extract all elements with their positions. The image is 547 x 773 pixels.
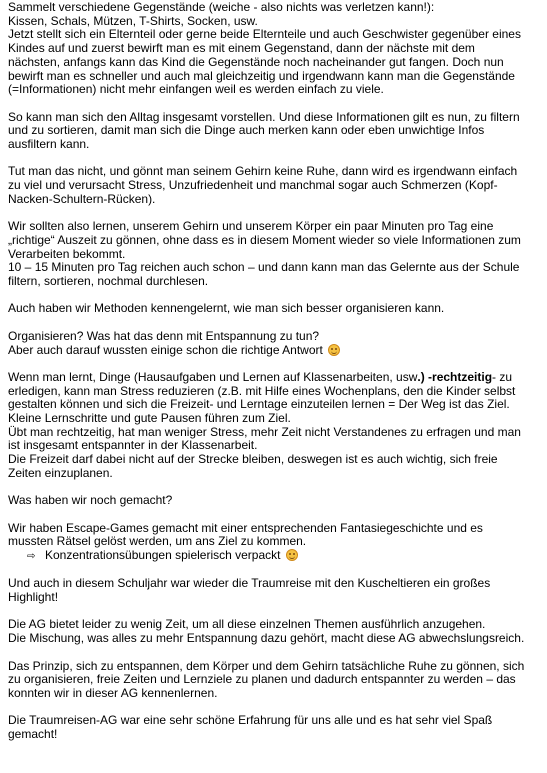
text-line: Sammelt verschiedene Gegenstände (weiche - also nichts was verletzen kann!): bbox=[8, 0, 435, 14]
paragraph-lernen bbox=[8, 371, 541, 481]
paragraph-auszeit bbox=[8, 220, 541, 289]
paragraph-prinzip bbox=[8, 660, 541, 701]
paragraph-gap bbox=[8, 316, 541, 330]
paragraph-gap bbox=[8, 97, 541, 111]
text-line: ausfiltern kann. bbox=[8, 137, 90, 152]
text-line: bewirft man es schneller und auch mal gleichzeitig und irgendwann kann man die Gegenstände bbox=[8, 68, 515, 83]
text-line: und zu sortieren, damit man sich die Dinge auch merken kann oder eben unwichtige Infos bbox=[8, 123, 485, 138]
text-line: „richtige“ Auszeit zu gönnen, ohne dass es in diesem Moment wieder so viele Informationen zum bbox=[8, 232, 521, 247]
text-line bbox=[8, 371, 541, 385]
text-line: Übt man rechtzeitig, hat man weniger Stress, mehr Zeit nicht Verstandenes zu erfragen und man bbox=[8, 424, 521, 439]
question-text: Was haben wir noch gemacht? bbox=[8, 493, 173, 508]
paragraph-ag bbox=[8, 618, 541, 645]
paragraph-intro bbox=[8, 1, 541, 97]
text-line: erledigen, kann man Stress reduzieren (z.B. mit Hilfe eines Wochenplans, den die Kinder selbst bbox=[8, 383, 516, 398]
text-line: zu organisieren, freie Zeiten und Lernziele zu planen und dadurch entspannter zu werden – das bbox=[8, 672, 516, 687]
text-line: Die Freizeit darf dabei nicht auf der Strecke bleiben, deswegen ist es auch wichtig, sich freie bbox=[8, 452, 498, 467]
text-line: So kann man sich den Alltag insgesamt vorstellen. Und diese Informationen gilt es nun, zu filtern bbox=[8, 109, 520, 124]
smiley-icon bbox=[286, 549, 298, 561]
text-line: Kleine Lernschritte und gute Pausen führen zum Ziel. bbox=[8, 411, 291, 425]
text-line: Die Mischung, was alles zu mehr Entspannung dazu gehört, macht diese AG abwechslungsreich. bbox=[8, 631, 525, 646]
text-line: Kissen, Schals, Mützen, T-Shirts, Socken, usw. bbox=[8, 13, 258, 28]
paragraph-fazit bbox=[8, 714, 541, 741]
text-line: gemacht! bbox=[8, 727, 58, 742]
text-line: Kindes auf und zuerst bewirft man es mit einem Gegenstand, dann der nächste mit dem bbox=[8, 41, 475, 56]
text-line: Wir haben Escape-Games gemacht mit einer entsprechenden Fantasiegeschichte und es bbox=[8, 520, 483, 535]
text-line: Die Traumreisen-AG war eine sehr schöne Erfahrung für uns alle und es hat sehr viel Spaß bbox=[8, 713, 493, 728]
paragraph-organisieren bbox=[8, 330, 541, 357]
smiley-icon bbox=[328, 344, 340, 356]
list-item bbox=[8, 549, 541, 564]
paragraph-gap bbox=[8, 564, 541, 578]
question-text: Organisieren? Was hat das denn mit Entspannung zu tun? bbox=[8, 328, 320, 343]
paragraph-gap bbox=[8, 481, 541, 495]
text-line: Nacken-Schultern-Rücken). bbox=[8, 191, 156, 206]
text-line: Zeiten einzuplanen. bbox=[8, 465, 113, 480]
text-segment: - zu bbox=[492, 369, 513, 384]
paragraph-gap bbox=[8, 646, 541, 660]
text-line: Das Prinzip, sich zu entspannen, dem Körper und dem Gehirn tatsächliche Ruhe zu gönnen, sich bbox=[8, 658, 525, 673]
paragraph-alltag bbox=[8, 111, 541, 152]
paragraph-gap bbox=[8, 357, 541, 371]
paragraph-gap bbox=[8, 701, 541, 715]
paragraph-ruhe bbox=[8, 165, 541, 206]
paragraph-gap bbox=[8, 207, 541, 221]
answer-text: Aber auch darauf wussten einige schon die richtige Antwort bbox=[8, 342, 323, 357]
text-line: zu viel und verursacht Stress, Unzufriedenheit und manchmal sogar auch Schmerzen (Kopf- bbox=[8, 178, 498, 193]
emphasis-rechtzeitig: .) -rechtzeitig bbox=[417, 369, 493, 384]
arrow-right-icon: ⇨ bbox=[27, 551, 36, 562]
text-line: Verarbeiten bekommt. bbox=[8, 246, 126, 261]
text-line: mussten Rätsel gelöst werden, um ans Ziel zu kommen. bbox=[8, 534, 307, 549]
text-line: nächsten, anfangs kann das Kind die Gegenstände noch nacheinander gut fangen. Doch nun bbox=[8, 54, 504, 69]
text-line: Tut man das nicht, und gönnt man seinem Gehirn keine Ruhe, dann wird es irgendwann einfach bbox=[8, 164, 518, 179]
paragraph-gap bbox=[8, 605, 541, 619]
paragraph-gap bbox=[8, 508, 541, 522]
text-line: filtern, sortieren, nochmal durchlesen. bbox=[8, 274, 209, 289]
text-line: Und auch in diesem Schuljahr war wieder die Traumreise mit den Kuscheltieren ein großes bbox=[8, 576, 491, 591]
text-line: Jetzt stellt sich ein Elternteil oder gerne beide Elternteile und auch Geschwister gegenüber eines bbox=[8, 27, 521, 42]
text-line: Wir sollten also lernen, unserem Gehirn und unserem Körper ein paar Minuten pro Tag eine bbox=[8, 219, 494, 234]
text-line: Highlight! bbox=[8, 590, 59, 605]
list-item-text: Konzentrationsübungen spielerisch verpackt bbox=[45, 548, 281, 562]
text-segment: Wenn man lernt, Dinge (Hausaufgaben und Lernen auf Klassenarbeiten, usw bbox=[8, 369, 418, 384]
paragraph-methoden: Auch haben wir Methoden kennengelernt, wie man sich besser organisieren kann. bbox=[8, 301, 445, 316]
text-line: gestalten können und sich die Freizeit- und Lerntage einzuteilen lernen = Der Weg ist das Ziel. bbox=[8, 397, 510, 412]
document-body bbox=[8, 1, 541, 742]
text-line: ist insgesamt entspannter in der Klassenarbeit. bbox=[8, 438, 258, 453]
paragraph-gap bbox=[8, 152, 541, 166]
text-line: 10 – 15 Minuten pro Tag reichen auch schon – und dann kann man das Gelernte aus der Schule bbox=[8, 260, 520, 275]
text-line: konnten wir in dieser AG kennenlernen. bbox=[8, 685, 218, 700]
text-line: Die AG bietet leider zu wenig Zeit, um all diese einzelnen Themen ausführlich anzugehen. bbox=[8, 617, 486, 632]
answer-line bbox=[8, 344, 541, 358]
text-line: (=Informationen) nicht mehr einfangen weil es werden einfach zu viele. bbox=[8, 82, 384, 97]
paragraph-gap bbox=[8, 289, 541, 303]
paragraph-escape bbox=[8, 522, 541, 564]
paragraph-traumreise bbox=[8, 577, 541, 604]
